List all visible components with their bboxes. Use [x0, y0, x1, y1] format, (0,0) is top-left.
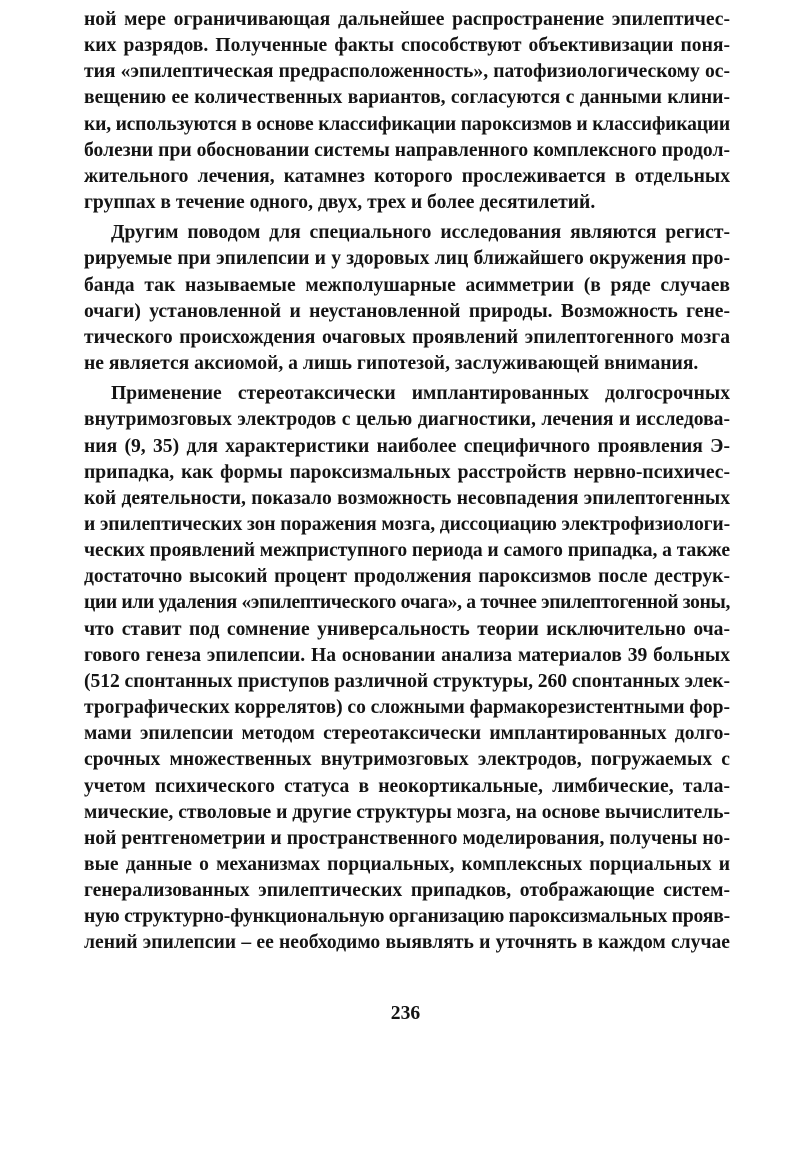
text-line: жительного лечения, катамнез которого прослеживается в отдельных — [84, 165, 730, 187]
text-line: ции или удаления «эпилептического очага», а точнее эпилептогенной зоны, — [84, 592, 730, 614]
text-line: учетом психического статуса в неокортикальные, лимбические, тала- — [84, 775, 730, 797]
text-line: ки, используются в основе классификации пароксизмов и классификации — [84, 113, 730, 135]
text-line: ких разрядов. Полученные факты способствуют объективизации поня- — [84, 35, 730, 57]
body-text — [84, 7, 730, 957]
text-line: внутримозговых электродов с целью диагностики, лечения и исследова- — [84, 409, 730, 431]
text-line: группах в течение одного, двух, трех и более десятилетий. — [84, 192, 596, 214]
text-line: трографических коррелятов) со сложными фармакорезистентными фор- — [84, 697, 730, 719]
text-line: тического происхождения очаговых проявлений эпилептогенного мозга — [84, 326, 730, 348]
text-line: болезни при обосновании системы направленного комплексного продол- — [84, 139, 730, 161]
text-line: припадка, как формы пароксизмальных расстройств нервно-психичес- — [84, 461, 730, 483]
text-line: очаги) установленной и неустановленной природы. Возможность гене- — [84, 300, 730, 322]
text-line: рируемые при эпилепсии и у здоровых лиц ближайшего окружения про- — [84, 248, 730, 270]
text-line: банда так называемые межполушарные асимметрии (в ряде случаев — [84, 274, 730, 296]
text-line: ную структурно-функциональную организацию пароксизмальных прояв- — [84, 906, 730, 928]
text-line: Применение стереотаксически имплантированных долгосрочных — [111, 383, 730, 405]
text-line: ной мере ограничивающая дальнейшее распространение эпилептичес- — [84, 9, 730, 30]
text-line: лений эпилепсии – ее необходимо выявлять и уточнять в каждом случае — [84, 932, 730, 954]
text-line: вещению ее количественных вариантов, согласуются с данными клини- — [84, 87, 730, 109]
text-line: тия «эпилептическая предрасположенность», патофизиологическому ос- — [84, 61, 730, 83]
text-line: ной рентгенометрии и пространственного моделирования, получены но- — [84, 827, 730, 849]
text-line: мические, стволовые и другие структуры мозга, на основе вычислитель- — [84, 801, 730, 823]
text-line: ческих проявлений межприступного периода и самого припадка, а также — [84, 540, 730, 562]
page-number: 236 — [390, 1003, 421, 1024]
text-line: ния (9, 35) для характеристики наиболее специфичного проявления Э- — [84, 435, 730, 457]
text-line: гового генеза эпилепсии. На основании анализа материалов 39 больных — [84, 644, 730, 666]
text-line: не является аксиомой, а лишь гипотезой, заслуживающей внимания. — [84, 353, 699, 375]
text-line: и эпилептических зон поражения мозга, диссоциацию электрофизиологи- — [84, 513, 730, 535]
text-line: что ставит под сомнение универсальность теории исключительно оча- — [84, 618, 730, 640]
text-line: кой деятельности, показало возможность несовпадения эпилептогенных — [84, 487, 730, 509]
paragraph-3 — [84, 381, 730, 956]
paragraph-1 — [84, 7, 730, 216]
text-line: Другим поводом для специального исследования являются регист- — [111, 222, 730, 244]
text-line: мами эпилепсии методом стереотаксически имплантированных долго- — [84, 723, 730, 745]
text-line: вые данные о механизмах порциальных, комплексных порциальных и — [84, 854, 730, 875]
text-line: (512 спонтанных приступов различной структуры, 260 спонтанных элек- — [84, 670, 730, 692]
paragraph-2 — [84, 220, 730, 377]
text-line: срочных множественных внутримозговых электродов, погружаемых с — [84, 749, 730, 771]
text-line: достаточно высокий процент продолжения пароксизмов после деструк- — [84, 566, 730, 588]
text-line: генерализованных эпилептических припадков, отображающие систем- — [84, 880, 730, 902]
